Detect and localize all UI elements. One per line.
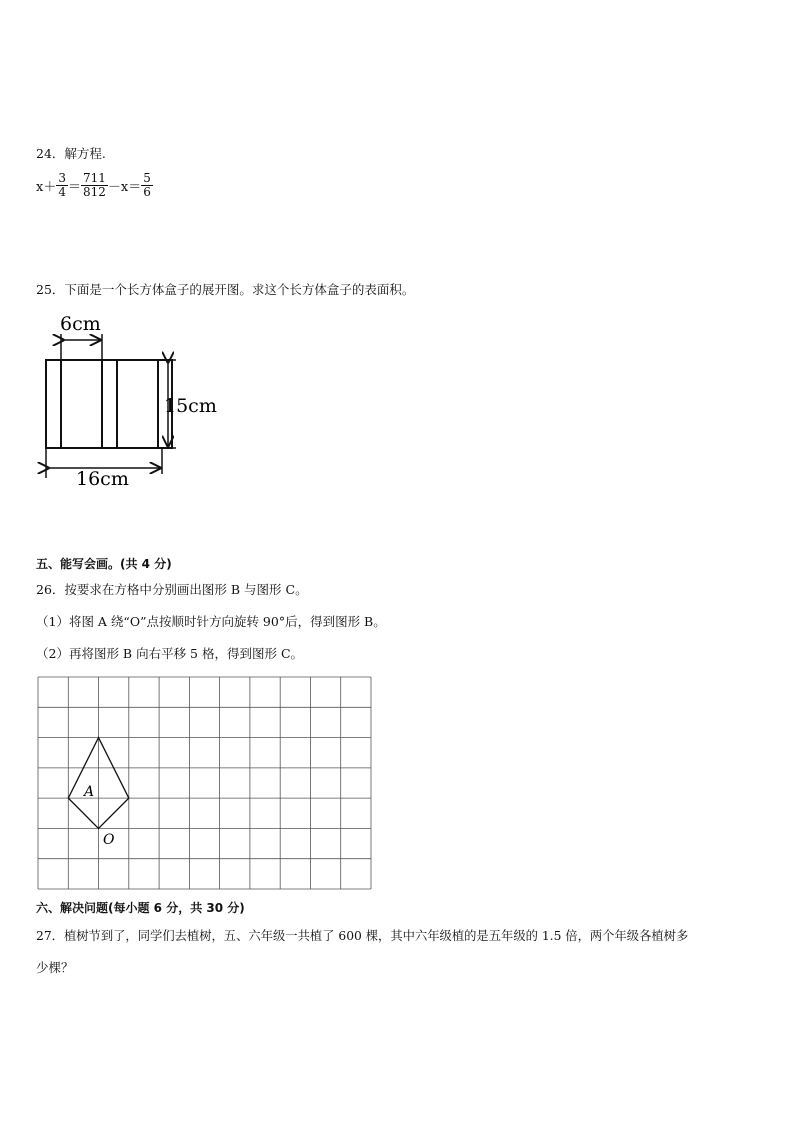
q27-line2: 少棵？ (36, 960, 74, 975)
dim-15-label: 15cm (164, 395, 217, 417)
shape-a-label: A (84, 784, 95, 800)
point-o-label: O (103, 832, 115, 848)
net-outline (46, 360, 172, 448)
grid-lines (38, 677, 371, 889)
eq-f2-den: 812 (83, 185, 106, 199)
q26-step1: （1）将图 A 绕“O”点按顺时针方向旋转 90°后，得到图形 B。 (36, 614, 386, 629)
eq-f3-den: 6 (143, 185, 151, 199)
eq-f3-num: 5 (143, 171, 151, 185)
eq-minus-x-equals: －x＝ (107, 180, 142, 195)
section5-heading: 五、能写会画。(共 4 分) (36, 557, 172, 571)
q24-equation (36, 172, 153, 199)
section6-heading: 六、解决问题(每小题 6 分，共 30 分) (36, 901, 245, 915)
q27-line1: 27．植树节到了，同学们去植树，五、六年级一共植了 600 棵，其中六年级植的是五年级的 1.5 倍，两个年级各植树多 (36, 929, 689, 943)
eq-f1-den: 4 (58, 185, 66, 199)
q26-step2: （2）再将图形 B 向右平移 5 格，得到图形 C。 (36, 646, 304, 661)
q25-title: 25．下面是一个长方体盒子的展开图。求这个长方体盒子的表面积。 (36, 282, 415, 297)
eq-fraction-2 (81, 172, 108, 199)
eq-equals-1: ＝ (67, 180, 81, 195)
eq-fraction-1 (56, 172, 68, 199)
dim-6-label: 6cm (60, 313, 101, 335)
box-net-figure (30, 308, 230, 488)
eq-fraction-3 (141, 172, 153, 199)
grid-figure (37, 676, 373, 890)
q24-title: 24．解方程. (36, 146, 106, 161)
eq-x-plus: x＋ (36, 180, 57, 195)
q26-title: 26．按要求在方格中分别画出图形 B 与图形 C。 (36, 582, 308, 597)
dim-16-label: 16cm (76, 468, 129, 488)
eq-f2-num: 711 (83, 171, 106, 185)
eq-f1-num: 3 (58, 171, 66, 185)
